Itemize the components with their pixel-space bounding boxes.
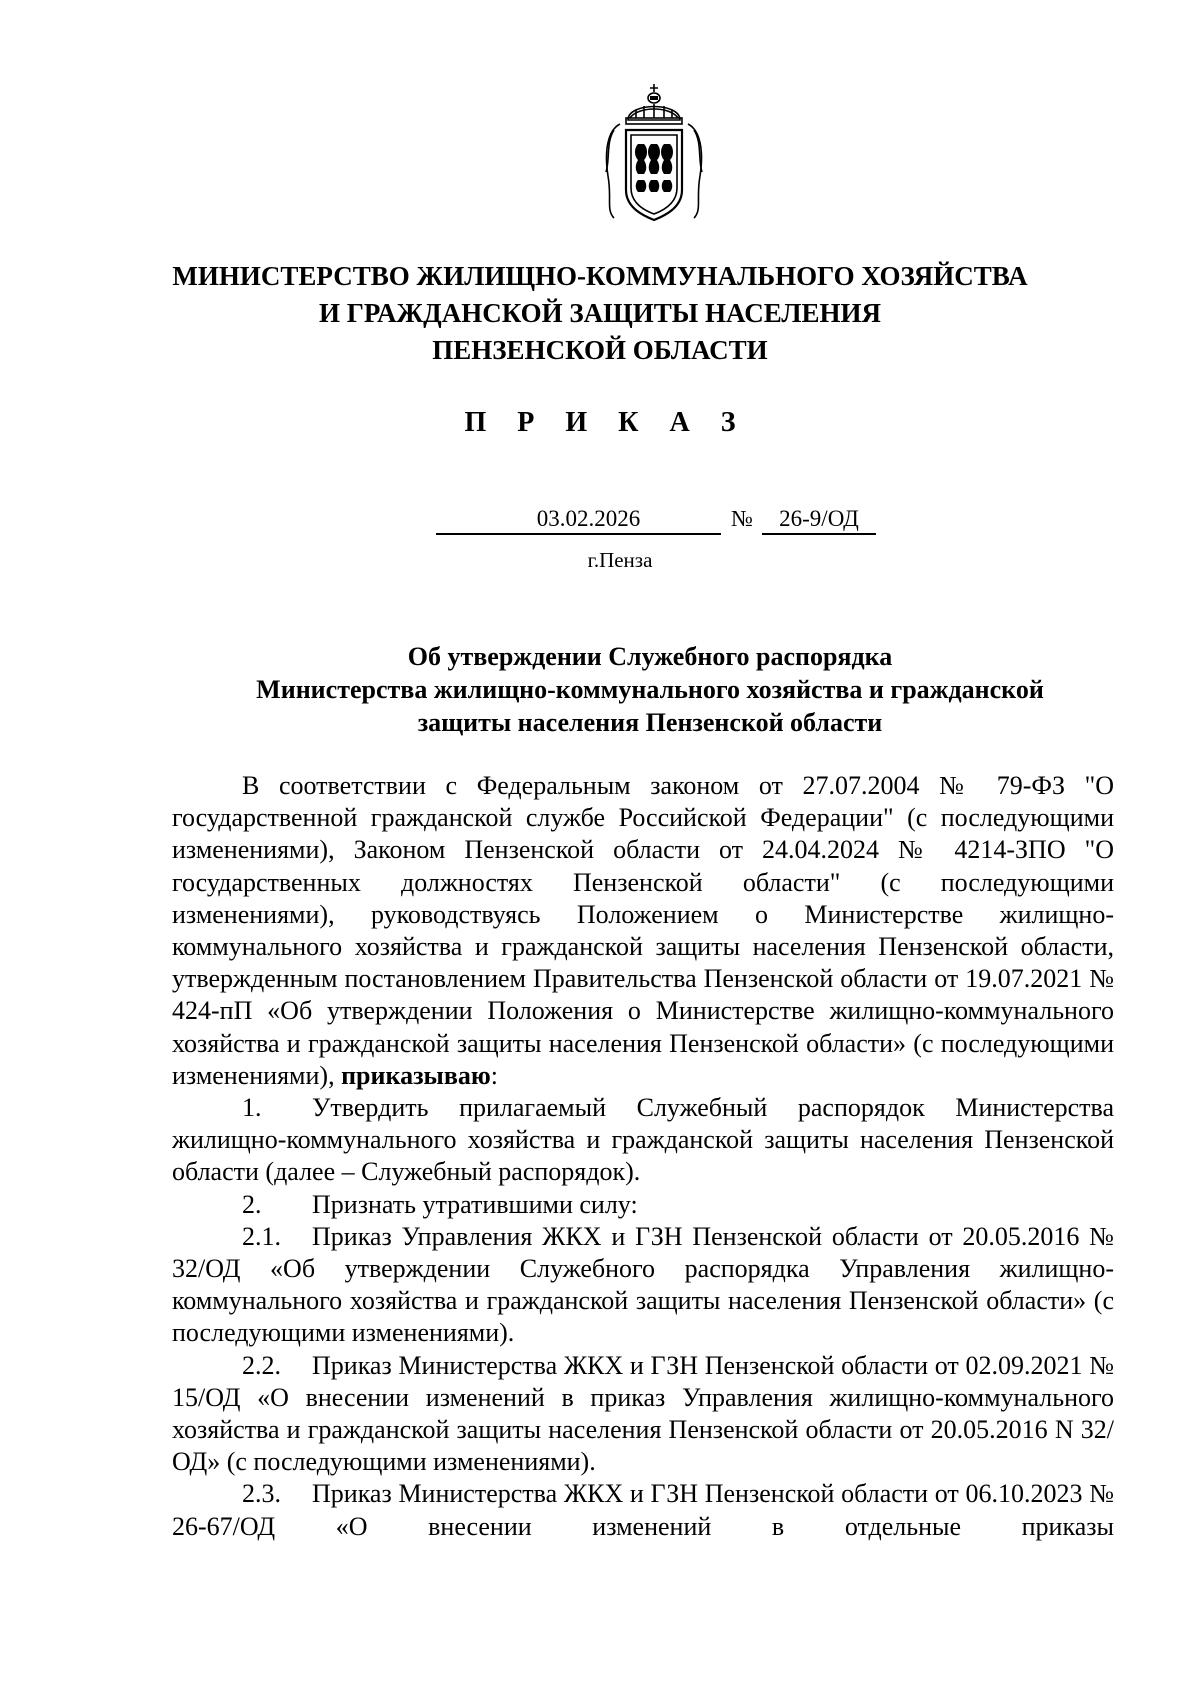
coat-of-arms-icon xyxy=(598,80,710,228)
ministry-line-1: МИНИСТЕРСТВО ЖИЛИЩНО-КОММУНАЛЬНОГО ХОЗЯЙСТВА xyxy=(172,261,1028,291)
order-word: приказываю xyxy=(341,1060,491,1090)
item-text: Приказ Министерства ЖКХ и ГЗН Пензенской области от 06.10.2023 № 26-67/ОД «О внесении изменений в отдельные приказы xyxy=(172,1479,1114,1541)
list-item xyxy=(172,1221,1114,1350)
item-number: 2.3. xyxy=(242,1479,281,1509)
list-item xyxy=(172,1350,1114,1479)
preamble-text: В соответствии с Федеральным законом от 27.07.2004 № 79-ФЗ "О государственной гражданской службе Российской Федерации" (с последующими изменениями), Законом Пензенской области от 24.04.2024 № 4214-ЗПО "О государственных должностях Пензенской области" (с последующими изменениями), руководствуясь Положением о Министерстве жилищно-коммунального хозяйства и гражданской защиты населения Пензенской области, утвержденным постановлением Правительства Пензенской области от 19.07.2021 № 424-пП «Об утверждении Положения о Министерстве жилищно-коммунального хозяйства и гражданской защиты населения Пензенской области» (с последующими изменениями), xyxy=(172,771,1114,1090)
list-item xyxy=(172,1092,1114,1189)
item-text: Приказ Управления ЖКХ и ГЗН Пензенской области от 20.05.2016 № 32/ОД «Об утверждении Служебного распорядка Управления жилищно-коммунального хозяйства и гражданской защиты населения Пензенской области» (с последующими изменениями). xyxy=(172,1221,1114,1348)
list-item xyxy=(172,1478,1114,1542)
item-number: 2.2. xyxy=(242,1350,281,1380)
title-line-1: Об утверждении Служебного распорядка xyxy=(407,642,893,671)
item-number: 1. xyxy=(242,1093,262,1123)
order-colon: : xyxy=(490,1060,498,1090)
title-line-3: защиты населения Пензенской области xyxy=(417,708,883,737)
item-number: 2. xyxy=(242,1189,262,1219)
item-text: Приказ Министерства ЖКХ и ГЗН Пензенской области от 02.09.2021 № 15/ОД «О внесении изменений в приказ Управления жилищно-коммунального хозяйства и гражданской защиты населения Пензенской области от 20.05.2016 N 32/ОД» (с последующими изменениями). xyxy=(172,1350,1114,1477)
number-sign: № xyxy=(731,506,753,531)
date-number-line xyxy=(0,505,1200,535)
order-date: 03.02.2026 xyxy=(436,505,721,535)
item-text: Признать утратившими силу: xyxy=(312,1189,638,1219)
city-name: г.Пенза xyxy=(587,548,653,572)
order-title xyxy=(170,640,1130,739)
order-number: 26-9/ОД xyxy=(762,505,876,535)
item-number: 2.1. xyxy=(242,1221,281,1251)
document-type-heading: П Р И К А З xyxy=(464,407,748,438)
preamble-paragraph xyxy=(172,770,1114,1092)
item-text: Утвердить прилагаемый Служебный распорядок Министерства жилищно-коммунального хозяйства и гражданской защиты населения Пензенской области (далее – Служебный распорядок). xyxy=(172,1093,1114,1187)
ministry-line-2: И ГРАЖДАНСКОЙ ЗАЩИТЫ НАСЕЛЕНИЯ xyxy=(318,298,881,328)
title-line-2: Министерства жилищно-коммунального хозяйства и гражданской xyxy=(256,675,1044,704)
ministry-name xyxy=(0,258,1200,369)
order-body xyxy=(172,770,1114,1543)
list-item xyxy=(172,1189,1114,1221)
ministry-line-3: ПЕНЗЕНСКОЙ ОБЛАСТИ xyxy=(432,335,768,365)
